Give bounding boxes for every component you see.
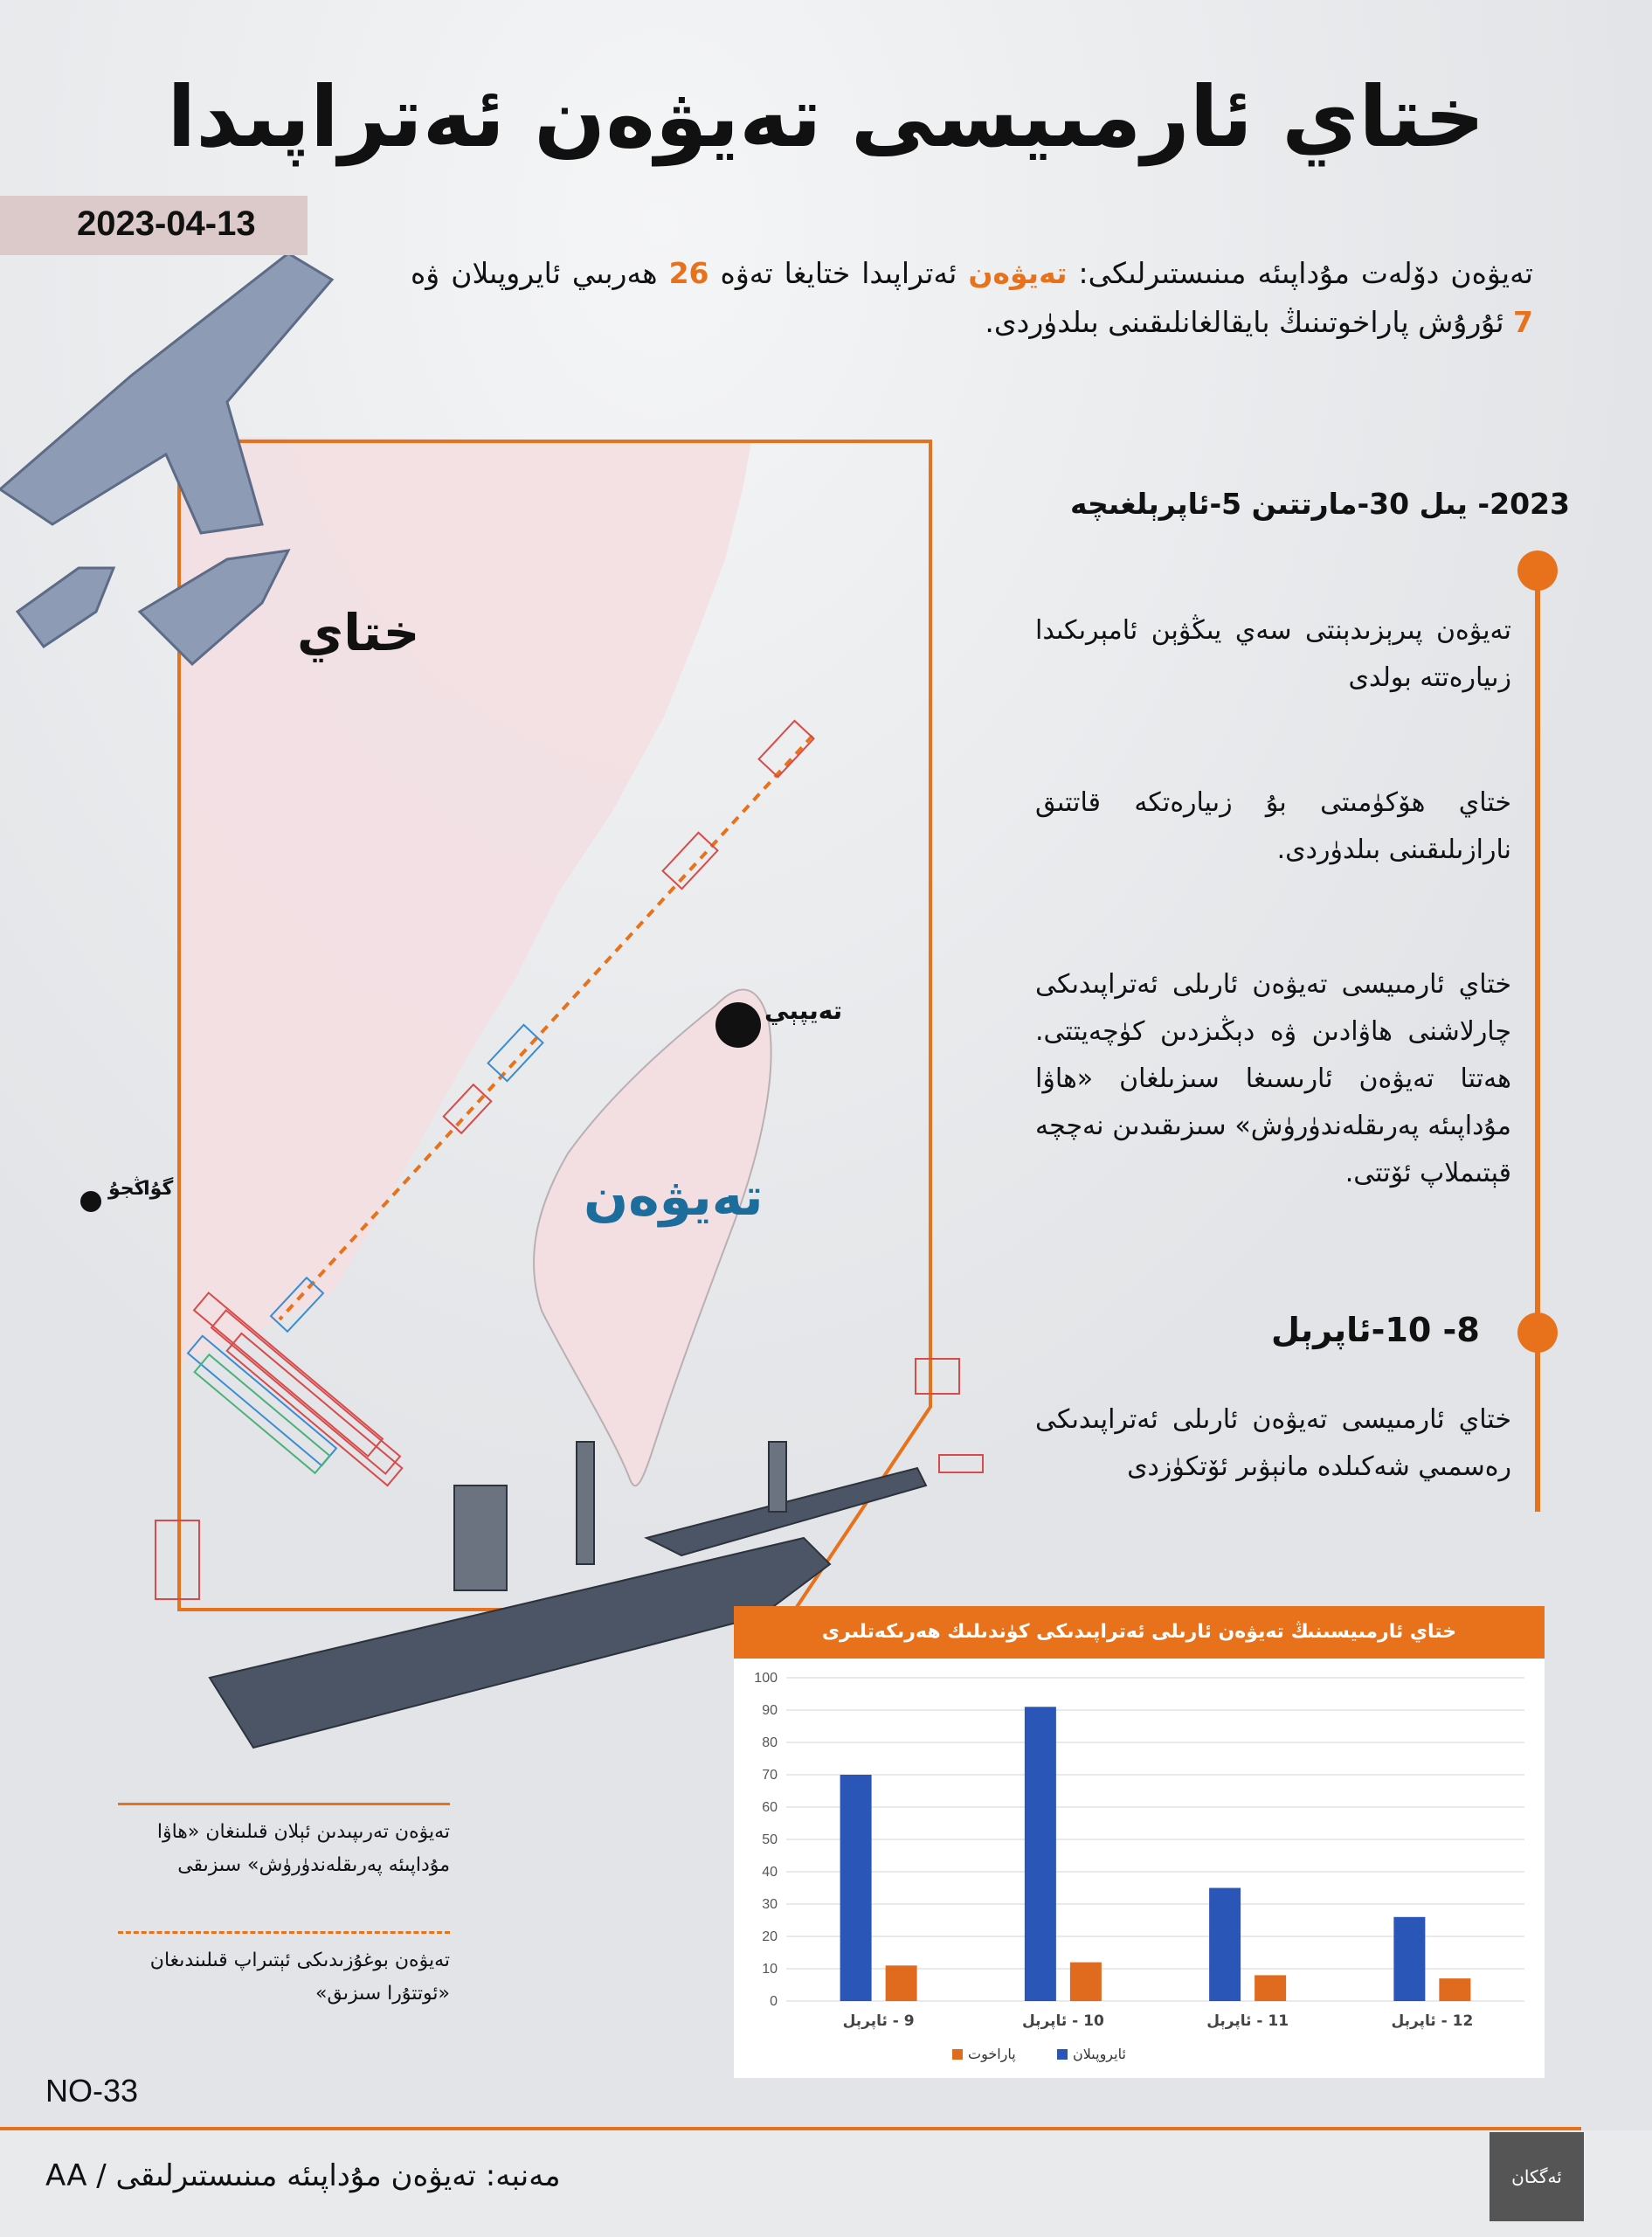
- timeline-paragraph-2: ختاي ھۆكۈمىتى بۇ زىيارەتكە قاتتىق نارازىلىقىنى بىلدۈردى.: [1035, 787, 1511, 865]
- guangzhou-marker: [80, 1191, 101, 1212]
- bar-aircraft: [1209, 1888, 1241, 2002]
- chart: [734, 1606, 1545, 2078]
- y-tick-label: 30: [762, 1897, 778, 1912]
- brand-logo: ئەگكان: [1490, 2132, 1584, 2221]
- bar-chart: [734, 1659, 1545, 2078]
- legend-solid-line: [118, 1803, 450, 1805]
- highlight-place: تەيۋەن: [968, 256, 1068, 290]
- planes-count: 26: [668, 256, 709, 290]
- taiwan-island-shape: [534, 990, 771, 1486]
- taiwan-label: تەيۋەن: [584, 1167, 764, 1228]
- page-title: ختاي ئارمىيسى تەيۋەن ئەتراپىدا: [167, 68, 1485, 166]
- taipei-marker: [715, 1002, 761, 1048]
- y-tick-label: 60: [762, 1800, 778, 1815]
- chart-title: ختاي ئارمىيسىنىڭ تەيۋەن ئارىلى ئەتراپىدىكى كۈندىلىك ھەرىكەتلىرى: [734, 1606, 1545, 1659]
- y-tick-label: 100: [754, 1671, 778, 1686]
- issue-number: NO-33: [45, 2073, 139, 2109]
- taipei-label: تەيپېي: [764, 996, 843, 1025]
- date-text: 2023-04-13: [77, 204, 256, 243]
- ships-count: 7: [1513, 305, 1533, 339]
- source-text: مەنبە: تەيۋەن مۇداپىئە مىنىستىرلىقى / AA: [45, 2158, 561, 2193]
- bar-aircraft: [1025, 1707, 1056, 2001]
- date-box: [0, 196, 308, 255]
- legend-dashed-line: [118, 1931, 450, 1934]
- legend-label: پاراخوت: [968, 2046, 1016, 2062]
- bar-ships: [886, 1965, 917, 2001]
- timeline-heading-1: 2023- يىل 30-مارتتىن 5-ئاپرېلغىچە: [1070, 487, 1570, 521]
- timeline-dot-2: [1517, 1312, 1558, 1353]
- bar-ships: [1070, 1963, 1102, 2001]
- footer-divider: [0, 2127, 1581, 2130]
- timeline-paragraph-4: ختاي ئارمىيسى تەيۋەن ئارىلى ئەتراپىدىكى رەسمىي شەكىلدە مانېۋىر ئۆتكۈزدى: [1035, 1404, 1511, 1482]
- bar-aircraft: [840, 1775, 872, 2001]
- legend-label: ئايروپىلان: [1073, 2046, 1126, 2062]
- china-label: ختاي: [297, 603, 420, 662]
- y-tick-label: 10: [762, 1962, 778, 1977]
- legend-dashed-text: تەيۋەن بوغۇزىدىكى ئېتىراپ قىلىندىغان «ئوتتۇرا سىزىق»: [149, 1950, 450, 2005]
- timeline-paragraph-3: ختاي ئارمىيسى تەيۋەن ئارىلى ئەتراپىدىكى چارلاشنى ھاۋادىن ۋە دېڭىزدىن كۈچەيتتى. ھەتتا تەيۋەن ئارىسىغا سىزىلغان «ھاۋا مۇداپىئە پەرىقلەندۈرۈش» سىزىقىدىن نەچچە قېتىملاپ ئۆتتى.: [1035, 969, 1511, 1188]
- legend-swatch: [1057, 2049, 1068, 2060]
- y-tick-label: 20: [762, 1929, 778, 1944]
- bar-aircraft: [1393, 1917, 1425, 2001]
- legend-swatch: [952, 2049, 963, 2060]
- x-tick-label: 9 - ئاپرېل: [842, 2012, 915, 2030]
- timeline-heading-2: 8- 10-ئاپرېل: [1271, 1311, 1480, 1349]
- x-tick-label: 10 - ئاپرېل: [1021, 2012, 1104, 2030]
- bar-ships: [1255, 1975, 1286, 2001]
- timeline-paragraph-1: تەيۋەن پىرېزىدېنتى سەي يىڭۋېن ئامېرىكىدا زىيارەتتە بولدى: [1035, 615, 1511, 693]
- bar-ships: [1439, 1978, 1470, 2001]
- guangzhou-label: گۇاڭجۇ: [108, 1178, 174, 1200]
- timeline-line: [1535, 572, 1540, 1512]
- y-tick-label: 50: [762, 1832, 778, 1847]
- y-tick-label: 80: [762, 1735, 778, 1750]
- timeline-dot-1: [1517, 551, 1558, 591]
- y-tick-label: 90: [762, 1703, 778, 1718]
- x-tick-label: 12 - ئاپرېل: [1391, 2012, 1474, 2030]
- x-tick-label: 11 - ئاپرېل: [1206, 2012, 1289, 2030]
- intro-text: تەيۋەن دۆلەت مۇداپىئە مىنىستىرلىكى: تەيۋەن ئەتراپىدا ختايغا تەۋە 26 ھەربىي ئايروپىلان ۋە 7 ئۇرۇش پاراخوتىنىڭ بايقالغانلىقىنى بىلدۈردى.: [411, 256, 1533, 339]
- legend-solid-text: تەيۋەن تەرىپىدىن ئېلان قىلىنغان «ھاۋا مۇداپىئە پەرىقلەندۈرۈش» سىزىقى: [156, 1821, 450, 1876]
- y-tick-label: 70: [762, 1768, 778, 1783]
- y-tick-label: 0: [770, 1994, 778, 2009]
- y-tick-label: 40: [762, 1865, 778, 1880]
